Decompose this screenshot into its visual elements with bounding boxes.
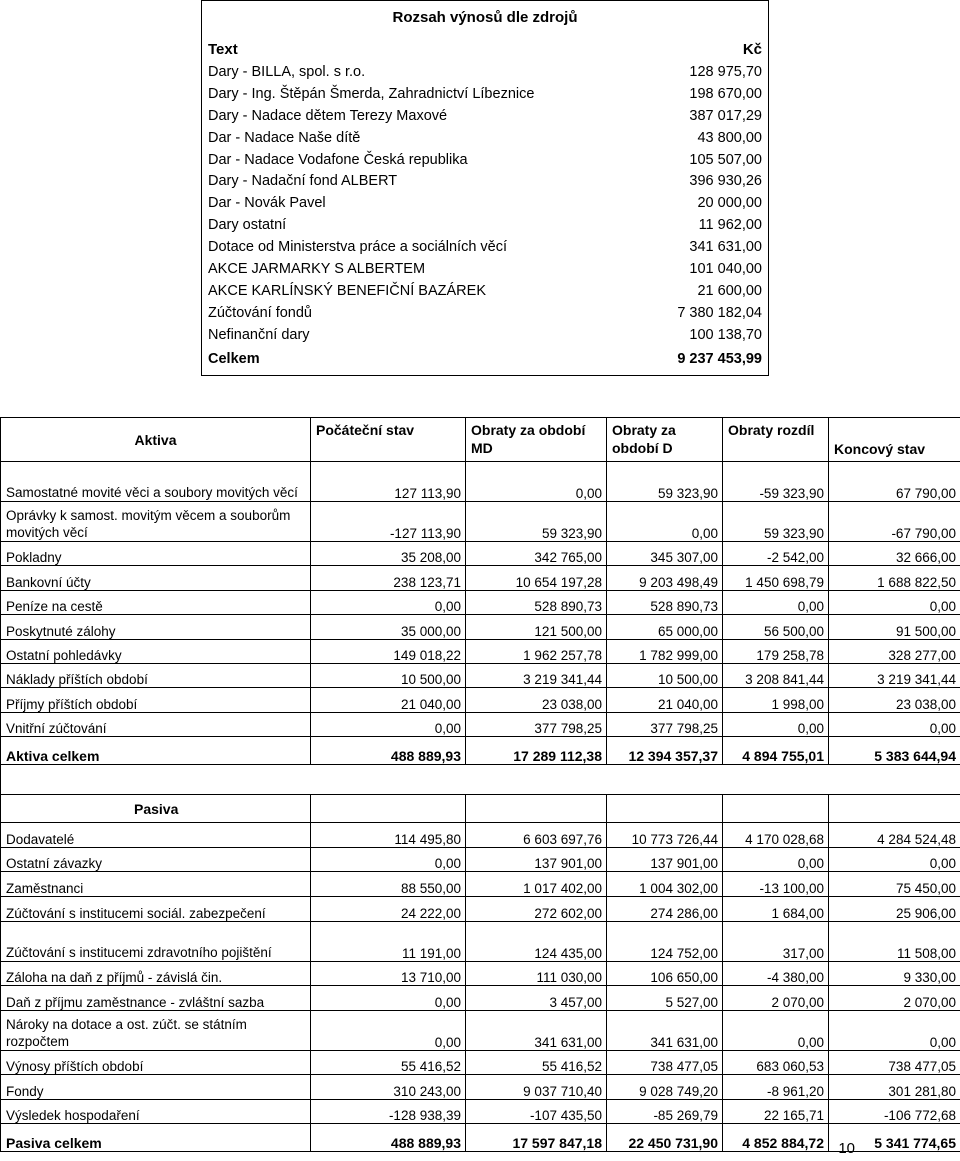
row-value: 0,00 xyxy=(829,590,960,614)
row-value: 3 219 341,44 xyxy=(829,663,960,687)
revenue-row-value: 21 600,00 xyxy=(697,282,762,299)
revenue-row-value: 43 800,00 xyxy=(697,129,762,146)
revenue-row xyxy=(208,150,762,172)
revenue-row-value: 341 631,00 xyxy=(689,239,762,256)
revenue-row xyxy=(208,193,762,215)
row-label: Náklady příštích období xyxy=(1,663,311,687)
row-label: Dodavatelé xyxy=(1,823,311,848)
balance-row xyxy=(1,986,960,1011)
revenue-row-label: Nefinanční dary xyxy=(208,326,310,343)
row-value: 9 330,00 xyxy=(829,961,960,986)
revenue-row-label: AKCE JARMARKY S ALBERTEM xyxy=(208,261,426,278)
row-value: 23 038,00 xyxy=(466,688,607,712)
row-value: 17 597 847,18 xyxy=(466,1124,607,1152)
row-value: 121 500,00 xyxy=(466,615,607,639)
row-value: 0,00 xyxy=(829,847,960,872)
row-value: 738 477,05 xyxy=(829,1050,960,1075)
row-value: 2 070,00 xyxy=(723,986,829,1011)
row-label: Bankovní účty xyxy=(1,566,311,590)
row-value: 35 208,00 xyxy=(311,542,466,566)
row-value: 0,00 xyxy=(723,590,829,614)
row-value: 0,00 xyxy=(311,712,466,736)
row-label: Vnitřní zúčtování xyxy=(1,712,311,736)
revenue-row-label: Dary ostatní xyxy=(208,217,287,234)
row-value: 528 890,73 xyxy=(466,590,607,614)
row-value: 13 710,00 xyxy=(311,961,466,986)
row-value: 0,00 xyxy=(311,1010,466,1050)
row-value: 377 798,25 xyxy=(466,712,607,736)
revenue-row-value: 105 507,00 xyxy=(689,151,762,168)
row-value: 1 017 402,00 xyxy=(466,872,607,897)
row-value: 111 030,00 xyxy=(466,961,607,986)
row-label: Peníze na cestě xyxy=(1,590,311,614)
row-value: 301 281,80 xyxy=(829,1075,960,1100)
balance-row xyxy=(1,462,960,502)
balance-row xyxy=(1,502,960,542)
row-value: 17 289 112,38 xyxy=(466,737,607,765)
header-start: Počáteční stav xyxy=(311,418,466,462)
row-value: 4 894 755,01 xyxy=(723,737,829,765)
row-value: 3 219 341,44 xyxy=(466,663,607,687)
row-value: 179 258,78 xyxy=(723,639,829,663)
row-value: 328 277,00 xyxy=(829,639,960,663)
row-label: Ostatní pohledávky xyxy=(1,639,311,663)
row-value: 59 323,90 xyxy=(723,502,829,542)
row-value: -4 380,00 xyxy=(723,961,829,986)
row-value: 35 000,00 xyxy=(311,615,466,639)
row-value: 3 208 841,44 xyxy=(723,663,829,687)
row-label: Oprávky k samost. movitým věcem a souborům movitých věcí xyxy=(1,502,311,542)
row-value: 1 998,00 xyxy=(723,688,829,712)
revenue-row-value: 396 930,26 xyxy=(689,173,762,190)
row-value: 59 323,90 xyxy=(466,502,607,542)
row-value: 137 901,00 xyxy=(607,847,723,872)
balance-row xyxy=(1,921,960,961)
revenue-header xyxy=(208,41,762,58)
row-value: 5 383 644,94 xyxy=(829,737,960,765)
spacer-row xyxy=(1,765,960,795)
revenue-row xyxy=(208,325,762,347)
empty-cell xyxy=(311,795,466,823)
row-value: 0,00 xyxy=(311,986,466,1011)
balance-row xyxy=(1,566,960,590)
header-d: Obraty za období D xyxy=(607,418,723,462)
row-value: 11 508,00 xyxy=(829,921,960,961)
row-value: 6 603 697,76 xyxy=(466,823,607,848)
row-value: 1 688 822,50 xyxy=(829,566,960,590)
revenue-rows xyxy=(208,62,762,347)
row-value: 21 040,00 xyxy=(607,688,723,712)
row-value: 124 752,00 xyxy=(607,921,723,961)
revenue-row xyxy=(208,303,762,325)
empty-cell xyxy=(829,795,960,823)
total-row xyxy=(1,1124,960,1152)
row-value: 1 962 257,78 xyxy=(466,639,607,663)
row-label: Příjmy příštích období xyxy=(1,688,311,712)
row-value: 0,00 xyxy=(829,712,960,736)
revenue-row-label: Dar - Novák Pavel xyxy=(208,195,326,212)
total-row xyxy=(1,737,960,765)
balance-header-row xyxy=(1,418,960,462)
row-value: 4 852 884,72 xyxy=(723,1124,829,1152)
row-value: -128 938,39 xyxy=(311,1099,466,1124)
balance-row xyxy=(1,872,960,897)
revenue-row xyxy=(208,106,762,128)
revenue-row-value: 11 962,00 xyxy=(698,217,762,234)
revenue-row xyxy=(208,62,762,84)
row-value: 9 028 749,20 xyxy=(607,1075,723,1100)
balance-row xyxy=(1,961,960,986)
revenue-row-label: Dar - Nadace Vodafone Česká republika xyxy=(208,151,468,168)
row-value: -127 113,90 xyxy=(311,502,466,542)
row-label: Záloha na daň z příjmů - závislá čin. xyxy=(1,961,311,986)
revenue-row xyxy=(208,237,762,259)
row-value: 11 191,00 xyxy=(311,921,466,961)
row-value: 23 038,00 xyxy=(829,688,960,712)
row-value: 738 477,05 xyxy=(607,1050,723,1075)
row-value: 9 037 710,40 xyxy=(466,1075,607,1100)
row-label: Daň z příjmu zaměstnance - zvláštní sazba xyxy=(1,986,311,1011)
row-value: 127 113,90 xyxy=(311,462,466,502)
row-value: 3 457,00 xyxy=(466,986,607,1011)
row-value: 238 123,71 xyxy=(311,566,466,590)
row-value: 1 004 302,00 xyxy=(607,872,723,897)
balance-row xyxy=(1,542,960,566)
row-value: -8 961,20 xyxy=(723,1075,829,1100)
row-value: 22 450 731,90 xyxy=(607,1124,723,1152)
row-value: 137 901,00 xyxy=(466,847,607,872)
row-value: 0,00 xyxy=(723,847,829,872)
row-value: 683 060,53 xyxy=(723,1050,829,1075)
row-value: 0,00 xyxy=(829,1010,960,1050)
revenue-row-value: 128 975,70 xyxy=(689,64,762,80)
revenue-title: Rozsah výnosů dle zdrojů xyxy=(392,9,578,26)
row-value: 0,00 xyxy=(311,847,466,872)
row-label: Samostatné movité věci a soubory movitých věcí xyxy=(1,462,311,502)
row-value: 341 631,00 xyxy=(466,1010,607,1050)
row-value: 10 500,00 xyxy=(311,663,466,687)
balance-row xyxy=(1,1099,960,1124)
header-diff: Obraty rozdíl xyxy=(723,418,829,462)
revenue-row-label: Dary - Nadační fond ALBERT xyxy=(208,173,398,190)
balance-row xyxy=(1,1050,960,1075)
row-label: Fondy xyxy=(1,1075,311,1100)
row-value: 55 416,52 xyxy=(466,1050,607,1075)
row-label: Aktiva celkem xyxy=(1,737,311,765)
revenue-row xyxy=(208,128,762,150)
pasiva-header: Pasiva xyxy=(1,795,311,823)
balance-row xyxy=(1,847,960,872)
row-value: 1 782 999,00 xyxy=(607,639,723,663)
row-label: Pokladny xyxy=(1,542,311,566)
revenue-row-label: Dar - Nadace Naše dítě xyxy=(208,129,361,146)
row-value: 317,00 xyxy=(723,921,829,961)
revenue-row-label: Zúčtování fondů xyxy=(208,304,312,321)
revenue-row-value: 7 380 182,04 xyxy=(677,304,762,321)
row-value: 24 222,00 xyxy=(311,896,466,921)
row-value: 488 889,93 xyxy=(311,1124,466,1152)
row-value: 12 394 357,37 xyxy=(607,737,723,765)
row-value: 342 765,00 xyxy=(466,542,607,566)
row-value: 114 495,80 xyxy=(311,823,466,848)
row-value: 9 203 498,49 xyxy=(607,566,723,590)
row-value: 10 773 726,44 xyxy=(607,823,723,848)
revenue-row xyxy=(208,84,762,106)
row-value: 274 286,00 xyxy=(607,896,723,921)
row-value: 25 906,00 xyxy=(829,896,960,921)
row-value: 59 323,90 xyxy=(607,462,723,502)
row-label: Ostatní závazky xyxy=(1,847,311,872)
revenue-row-label: Dary - Nadace dětem Terezy Maxové xyxy=(208,107,448,124)
balance-row xyxy=(1,688,960,712)
row-value: 149 018,22 xyxy=(311,639,466,663)
revenue-total-label: Celkem xyxy=(208,351,260,367)
header-aktiva: Aktiva xyxy=(1,418,311,462)
balance-row xyxy=(1,590,960,614)
balance-row xyxy=(1,1075,960,1100)
row-label: Nároky na dotace a ost. zúčt. se státním rozpočtem xyxy=(1,1010,311,1050)
row-value: 0,00 xyxy=(723,1010,829,1050)
row-value: 0,00 xyxy=(466,462,607,502)
revenue-col-amount: Kč xyxy=(742,41,762,58)
row-label: Výnosy příštích období xyxy=(1,1050,311,1075)
header-end: Koncový stav xyxy=(829,418,960,462)
row-label: Výsledek hospodaření xyxy=(1,1099,311,1124)
row-value: -59 323,90 xyxy=(723,462,829,502)
revenue-row-value: 100 138,70 xyxy=(689,326,762,343)
row-value: 528 890,73 xyxy=(607,590,723,614)
row-value: 272 602,00 xyxy=(466,896,607,921)
revenue-col-text: Text xyxy=(208,41,238,58)
row-label: Zúčtování s institucemi sociál. zabezpečení xyxy=(1,896,311,921)
revenue-row xyxy=(208,259,762,281)
row-value: 2 070,00 xyxy=(829,986,960,1011)
revenue-row-value: 20 000,00 xyxy=(697,195,762,212)
pasiva-header-row xyxy=(1,795,960,823)
revenue-row-value: 101 040,00 xyxy=(689,261,762,278)
row-value: 65 000,00 xyxy=(607,615,723,639)
row-value: 0,00 xyxy=(311,590,466,614)
row-value: 32 666,00 xyxy=(829,542,960,566)
row-value: 1 450 698,79 xyxy=(723,566,829,590)
revenue-row-label: Dotace od Ministerstva práce a sociálních věcí xyxy=(208,239,507,256)
balance-table xyxy=(0,417,960,1152)
row-value: 22 165,71 xyxy=(723,1099,829,1124)
row-value: -85 269,79 xyxy=(607,1099,723,1124)
revenue-table xyxy=(201,0,769,376)
row-value: 377 798,25 xyxy=(607,712,723,736)
row-value: 75 450,00 xyxy=(829,872,960,897)
row-label: Zúčtování s institucemi zdravotního pojištění xyxy=(1,921,311,961)
balance-row xyxy=(1,639,960,663)
page-number: 10 xyxy=(838,1140,855,1157)
row-value: -107 435,50 xyxy=(466,1099,607,1124)
row-value: 88 550,00 xyxy=(311,872,466,897)
revenue-row xyxy=(208,171,762,193)
empty-cell xyxy=(466,795,607,823)
revenue-row xyxy=(208,215,762,237)
row-value: 1 684,00 xyxy=(723,896,829,921)
balance-row xyxy=(1,663,960,687)
row-value: -13 100,00 xyxy=(723,872,829,897)
balance-row xyxy=(1,615,960,639)
row-value: 91 500,00 xyxy=(829,615,960,639)
revenue-row-value: 198 670,00 xyxy=(689,85,762,102)
empty-cell xyxy=(723,795,829,823)
row-label: Poskytnuté zálohy xyxy=(1,615,311,639)
row-value: 4 170 028,68 xyxy=(723,823,829,848)
row-value: -106 772,68 xyxy=(829,1099,960,1124)
balance-row xyxy=(1,823,960,848)
row-value: 67 790,00 xyxy=(829,462,960,502)
row-value: 10 500,00 xyxy=(607,663,723,687)
row-value: 5 341 774,65 xyxy=(829,1124,960,1152)
row-value: 10 654 197,28 xyxy=(466,566,607,590)
row-value: 0,00 xyxy=(607,502,723,542)
row-value: 4 284 524,48 xyxy=(829,823,960,848)
balance-row xyxy=(1,896,960,921)
row-value: -2 542,00 xyxy=(723,542,829,566)
row-value: -67 790,00 xyxy=(829,502,960,542)
row-label: Pasiva celkem xyxy=(1,1124,311,1152)
row-value: 0,00 xyxy=(723,712,829,736)
empty-cell xyxy=(607,795,723,823)
revenue-row-label: AKCE KARLÍNSKÝ BENEFIČNÍ BAZÁREK xyxy=(208,282,486,299)
row-value: 21 040,00 xyxy=(311,688,466,712)
row-value: 124 435,00 xyxy=(466,921,607,961)
balance-row xyxy=(1,1010,960,1050)
revenue-total-value: 9 237 453,99 xyxy=(677,351,762,367)
revenue-row-label: Dary - BILLA, spol. s r.o. xyxy=(208,64,366,80)
row-value: 5 527,00 xyxy=(607,986,723,1011)
balance-row xyxy=(1,712,960,736)
revenue-row xyxy=(208,281,762,303)
row-value: 106 650,00 xyxy=(607,961,723,986)
revenue-row-label: Dary - Ing. Štěpán Šmerda, Zahradnictví Líbeznice xyxy=(208,85,535,102)
row-value: 345 307,00 xyxy=(607,542,723,566)
revenue-row-value: 387 017,29 xyxy=(689,107,762,124)
revenue-total-row xyxy=(208,351,762,367)
header-md: Obraty za období MD xyxy=(466,418,607,462)
row-value: 56 500,00 xyxy=(723,615,829,639)
row-value: 341 631,00 xyxy=(607,1010,723,1050)
row-value: 488 889,93 xyxy=(311,737,466,765)
row-label: Zaměstnanci xyxy=(1,872,311,897)
spacer-cell xyxy=(1,765,960,795)
row-value: 55 416,52 xyxy=(311,1050,466,1075)
row-value: 310 243,00 xyxy=(311,1075,466,1100)
